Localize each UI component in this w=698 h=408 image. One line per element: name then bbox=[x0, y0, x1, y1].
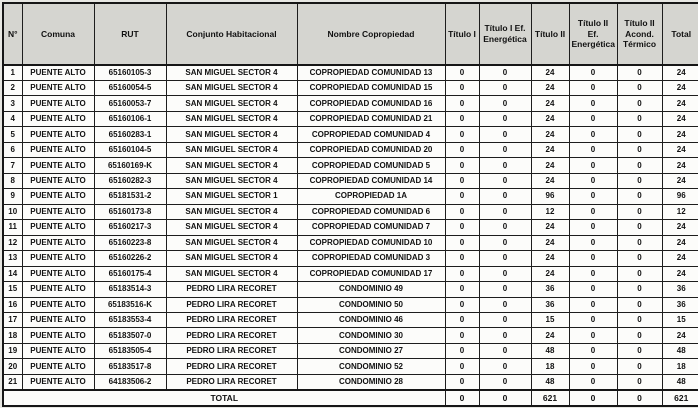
table-cell: 65160283-1 bbox=[94, 127, 166, 142]
total-general: 621 bbox=[662, 390, 698, 406]
table-cell: SAN MIGUEL SECTOR 4 bbox=[166, 235, 297, 250]
table-cell: 0 bbox=[569, 313, 617, 328]
table-cell: 0 bbox=[569, 127, 617, 142]
table-row bbox=[3, 359, 698, 374]
table-cell: COPROPIEDAD COMUNIDAD 5 bbox=[297, 158, 445, 173]
table-cell: 0 bbox=[617, 235, 662, 250]
table-cell: 36 bbox=[662, 282, 698, 297]
table-cell: SAN MIGUEL SECTOR 4 bbox=[166, 266, 297, 281]
table-cell: 0 bbox=[445, 158, 479, 173]
table-cell: PUENTE ALTO bbox=[22, 158, 94, 173]
table-cell: 13 bbox=[3, 251, 22, 266]
table-cell: PUENTE ALTO bbox=[22, 80, 94, 95]
table-cell: CONDOMINIO 28 bbox=[297, 374, 445, 390]
table-row bbox=[3, 343, 698, 358]
table-cell: 0 bbox=[569, 65, 617, 80]
table-cell: 24 bbox=[662, 65, 698, 80]
table-cell: 0 bbox=[479, 328, 531, 343]
table-row bbox=[3, 65, 698, 80]
table-cell: 6 bbox=[3, 142, 22, 157]
table-cell: 0 bbox=[445, 220, 479, 235]
table-cell: 0 bbox=[445, 266, 479, 281]
table-cell: 18 bbox=[531, 359, 569, 374]
table-row bbox=[3, 235, 698, 250]
table-cell: 18 bbox=[3, 328, 22, 343]
table-cell: SAN MIGUEL SECTOR 4 bbox=[166, 111, 297, 126]
table-cell: COPROPIEDAD COMUNIDAD 13 bbox=[297, 65, 445, 80]
table-cell: 0 bbox=[569, 359, 617, 374]
table-cell: PEDRO LIRA RECORET bbox=[166, 297, 297, 312]
table-cell: 0 bbox=[617, 127, 662, 142]
table-cell: SAN MIGUEL SECTOR 1 bbox=[166, 189, 297, 204]
table-row bbox=[3, 80, 698, 95]
table-cell: 65160053-7 bbox=[94, 96, 166, 111]
total-label: TOTAL bbox=[3, 390, 445, 406]
table-row bbox=[3, 220, 698, 235]
table-cell: 65183553-4 bbox=[94, 313, 166, 328]
table-cell: 24 bbox=[531, 220, 569, 235]
table-cell: 24 bbox=[662, 142, 698, 157]
table-cell: 0 bbox=[479, 235, 531, 250]
table-cell: 0 bbox=[617, 313, 662, 328]
table-cell: 21 bbox=[3, 374, 22, 390]
col-header-titulo-2-acond-termico: Título II Acond. Térmico bbox=[617, 3, 662, 65]
table-cell: 24 bbox=[662, 111, 698, 126]
table-cell: 0 bbox=[479, 96, 531, 111]
table-cell: 24 bbox=[531, 142, 569, 157]
table-cell: 48 bbox=[662, 343, 698, 358]
table-cell: COPROPIEDAD COMUNIDAD 10 bbox=[297, 235, 445, 250]
table-cell: 0 bbox=[445, 142, 479, 157]
table-cell: 24 bbox=[531, 158, 569, 173]
table-row bbox=[3, 313, 698, 328]
table-cell: 0 bbox=[617, 65, 662, 80]
table-cell: 24 bbox=[531, 96, 569, 111]
table-cell: 0 bbox=[617, 204, 662, 219]
table-cell: 15 bbox=[531, 313, 569, 328]
table-cell: 0 bbox=[445, 251, 479, 266]
table-cell: 96 bbox=[531, 189, 569, 204]
table-cell: PUENTE ALTO bbox=[22, 251, 94, 266]
table-cell: PUENTE ALTO bbox=[22, 127, 94, 142]
table-cell: 24 bbox=[531, 266, 569, 281]
table-cell: 0 bbox=[479, 127, 531, 142]
table-cell: 20 bbox=[3, 359, 22, 374]
table-cell: 0 bbox=[479, 158, 531, 173]
table-row bbox=[3, 204, 698, 219]
table-row bbox=[3, 127, 698, 142]
table-cell: 0 bbox=[617, 297, 662, 312]
table-cell: CONDOMINIO 49 bbox=[297, 282, 445, 297]
table-cell: 0 bbox=[569, 220, 617, 235]
table-cell: 24 bbox=[531, 173, 569, 188]
table-cell: 12 bbox=[662, 204, 698, 219]
table-cell: 0 bbox=[479, 189, 531, 204]
table-cell: 65183514-3 bbox=[94, 282, 166, 297]
table-row bbox=[3, 282, 698, 297]
table-cell: 96 bbox=[662, 189, 698, 204]
table-cell: 5 bbox=[3, 127, 22, 142]
table-row bbox=[3, 173, 698, 188]
table-cell: 19 bbox=[3, 343, 22, 358]
table-cell: 0 bbox=[479, 343, 531, 358]
table-cell: 0 bbox=[617, 359, 662, 374]
table-cell: PUENTE ALTO bbox=[22, 235, 94, 250]
table-cell: 24 bbox=[531, 111, 569, 126]
table-cell: SAN MIGUEL SECTOR 4 bbox=[166, 158, 297, 173]
table-cell: 0 bbox=[617, 173, 662, 188]
table-cell: 0 bbox=[617, 142, 662, 157]
table-row bbox=[3, 251, 698, 266]
table-cell: 65183516-K bbox=[94, 297, 166, 312]
table-cell: 0 bbox=[617, 251, 662, 266]
table-cell: 0 bbox=[479, 313, 531, 328]
table-cell: 0 bbox=[445, 173, 479, 188]
table-cell: PUENTE ALTO bbox=[22, 374, 94, 390]
col-header-titulo-1-ef-energetica: Título I Ef. Energética bbox=[479, 3, 531, 65]
table-row bbox=[3, 96, 698, 111]
table-cell: PUENTE ALTO bbox=[22, 282, 94, 297]
table-cell: 0 bbox=[569, 374, 617, 390]
table-cell: COPROPIEDAD COMUNIDAD 17 bbox=[297, 266, 445, 281]
table-cell: 0 bbox=[569, 158, 617, 173]
table-cell: 65181531-2 bbox=[94, 189, 166, 204]
table-cell: 0 bbox=[479, 80, 531, 95]
table-row bbox=[3, 142, 698, 157]
table-cell: PUENTE ALTO bbox=[22, 173, 94, 188]
table-cell: PUENTE ALTO bbox=[22, 189, 94, 204]
total-titulo-2-ef-energetica: 0 bbox=[569, 390, 617, 406]
header-row bbox=[3, 3, 698, 65]
table-cell: 0 bbox=[617, 80, 662, 95]
table-cell: 0 bbox=[479, 65, 531, 80]
table-cell: PUENTE ALTO bbox=[22, 343, 94, 358]
table-cell: 24 bbox=[662, 251, 698, 266]
table-cell: 24 bbox=[662, 235, 698, 250]
table-cell: 24 bbox=[662, 328, 698, 343]
table-cell: 48 bbox=[662, 374, 698, 390]
table-cell: PUENTE ALTO bbox=[22, 266, 94, 281]
table-cell: 9 bbox=[3, 189, 22, 204]
table-cell: 65160173-8 bbox=[94, 204, 166, 219]
table-cell: 65183517-8 bbox=[94, 359, 166, 374]
table-cell: 0 bbox=[617, 328, 662, 343]
table-cell: 0 bbox=[569, 251, 617, 266]
table-cell: 0 bbox=[569, 111, 617, 126]
col-header-rut: RUT bbox=[94, 3, 166, 65]
table-row bbox=[3, 374, 698, 390]
table-cell: 0 bbox=[445, 204, 479, 219]
table-cell: SAN MIGUEL SECTOR 4 bbox=[166, 142, 297, 157]
table-cell: 24 bbox=[662, 220, 698, 235]
table-cell: 0 bbox=[617, 96, 662, 111]
table-cell: 24 bbox=[662, 266, 698, 281]
table-footer bbox=[3, 390, 698, 406]
table-cell: 65160104-5 bbox=[94, 142, 166, 157]
table-cell: CONDOMINIO 50 bbox=[297, 297, 445, 312]
table-cell: 0 bbox=[569, 204, 617, 219]
table-cell: 36 bbox=[531, 282, 569, 297]
table-cell: SAN MIGUEL SECTOR 4 bbox=[166, 127, 297, 142]
table-cell: 0 bbox=[569, 343, 617, 358]
col-header-comuna: Comuna bbox=[22, 3, 94, 65]
total-titulo-2-acond-termico: 0 bbox=[617, 390, 662, 406]
table-cell: 0 bbox=[569, 266, 617, 281]
table-cell: 0 bbox=[479, 374, 531, 390]
table-cell: 0 bbox=[479, 142, 531, 157]
table-cell: 16 bbox=[3, 297, 22, 312]
table-cell: 0 bbox=[445, 111, 479, 126]
table-cell: 0 bbox=[445, 328, 479, 343]
table-header bbox=[3, 3, 698, 65]
table-cell: 0 bbox=[479, 173, 531, 188]
table-cell: SAN MIGUEL SECTOR 4 bbox=[166, 251, 297, 266]
table-cell: 2 bbox=[3, 80, 22, 95]
table-cell: COPROPIEDAD COMUNIDAD 7 bbox=[297, 220, 445, 235]
table-cell: 0 bbox=[569, 96, 617, 111]
col-header-conjunto-habitacional: Conjunto Habitacional bbox=[166, 3, 297, 65]
table-cell: 64183506-2 bbox=[94, 374, 166, 390]
table-row bbox=[3, 328, 698, 343]
table-cell: 0 bbox=[617, 220, 662, 235]
table-cell: PUENTE ALTO bbox=[22, 142, 94, 157]
table-cell: PUENTE ALTO bbox=[22, 96, 94, 111]
table-cell: CONDOMINIO 27 bbox=[297, 343, 445, 358]
table-cell: 0 bbox=[445, 343, 479, 358]
table-cell: 0 bbox=[445, 65, 479, 80]
table-cell: 0 bbox=[479, 220, 531, 235]
table-cell: 0 bbox=[617, 343, 662, 358]
table-cell: PUENTE ALTO bbox=[22, 111, 94, 126]
table-cell: PUENTE ALTO bbox=[22, 359, 94, 374]
table-cell: PEDRO LIRA RECORET bbox=[166, 328, 297, 343]
table-cell: 65160223-8 bbox=[94, 235, 166, 250]
table-cell: PEDRO LIRA RECORET bbox=[166, 343, 297, 358]
total-titulo-1-ef-energetica: 0 bbox=[479, 390, 531, 406]
table-row bbox=[3, 189, 698, 204]
table-cell: 17 bbox=[3, 313, 22, 328]
table-cell: 0 bbox=[617, 189, 662, 204]
table-cell: 0 bbox=[445, 127, 479, 142]
table-cell: PUENTE ALTO bbox=[22, 313, 94, 328]
table-cell: 0 bbox=[569, 328, 617, 343]
table-row bbox=[3, 297, 698, 312]
table-cell: 12 bbox=[3, 235, 22, 250]
table-cell: 65183505-4 bbox=[94, 343, 166, 358]
table-cell: 0 bbox=[445, 282, 479, 297]
table-cell: 24 bbox=[662, 80, 698, 95]
table-cell: 14 bbox=[3, 266, 22, 281]
table-cell: 65160217-3 bbox=[94, 220, 166, 235]
table-cell: 24 bbox=[662, 173, 698, 188]
table-cell: 7 bbox=[3, 158, 22, 173]
table-cell: 0 bbox=[569, 297, 617, 312]
table-cell: PEDRO LIRA RECORET bbox=[166, 313, 297, 328]
total-titulo-1: 0 bbox=[445, 390, 479, 406]
table-cell: 0 bbox=[479, 297, 531, 312]
table-cell: 0 bbox=[617, 111, 662, 126]
table-cell: SAN MIGUEL SECTOR 4 bbox=[166, 80, 297, 95]
table-cell: 0 bbox=[569, 282, 617, 297]
table-cell: 48 bbox=[531, 343, 569, 358]
table-cell: 24 bbox=[662, 127, 698, 142]
table-cell: 1 bbox=[3, 65, 22, 80]
table-cell: 48 bbox=[531, 374, 569, 390]
table-cell: COPROPIEDAD COMUNIDAD 14 bbox=[297, 173, 445, 188]
table-cell: 24 bbox=[662, 158, 698, 173]
total-titulo-2: 621 bbox=[531, 390, 569, 406]
table-cell: CONDOMINIO 30 bbox=[297, 328, 445, 343]
table-cell: 65160106-1 bbox=[94, 111, 166, 126]
table-cell: 0 bbox=[569, 142, 617, 157]
table-cell: 0 bbox=[445, 235, 479, 250]
table-cell: 15 bbox=[3, 282, 22, 297]
table-cell: 0 bbox=[479, 204, 531, 219]
table-cell: 0 bbox=[445, 313, 479, 328]
table-cell: COPROPIEDAD COMUNIDAD 6 bbox=[297, 204, 445, 219]
table-cell: PEDRO LIRA RECORET bbox=[166, 374, 297, 390]
table-cell: PEDRO LIRA RECORET bbox=[166, 282, 297, 297]
table-cell: 24 bbox=[531, 65, 569, 80]
table-cell: 0 bbox=[479, 111, 531, 126]
table-cell: 12 bbox=[531, 204, 569, 219]
table-cell: SAN MIGUEL SECTOR 4 bbox=[166, 173, 297, 188]
table-cell: 65160054-5 bbox=[94, 80, 166, 95]
table-cell: 0 bbox=[479, 282, 531, 297]
table-cell: 0 bbox=[479, 359, 531, 374]
table-cell: CONDOMINIO 52 bbox=[297, 359, 445, 374]
table-cell: 65160105-3 bbox=[94, 65, 166, 80]
table-cell: COPROPIEDAD COMUNIDAD 4 bbox=[297, 127, 445, 142]
table-row bbox=[3, 111, 698, 126]
col-header-nombre-copropiedad: Nombre Copropiedad bbox=[297, 3, 445, 65]
table-cell: 0 bbox=[569, 173, 617, 188]
table-cell: 0 bbox=[617, 158, 662, 173]
table-cell: 24 bbox=[531, 251, 569, 266]
table-cell: 24 bbox=[531, 235, 569, 250]
table-cell: SAN MIGUEL SECTOR 4 bbox=[166, 204, 297, 219]
table-cell: 0 bbox=[569, 189, 617, 204]
table-cell: 18 bbox=[662, 359, 698, 374]
table-cell: 4 bbox=[3, 111, 22, 126]
table-cell: PUENTE ALTO bbox=[22, 220, 94, 235]
table-cell: 0 bbox=[445, 297, 479, 312]
table-cell: 24 bbox=[531, 328, 569, 343]
table-cell: 0 bbox=[445, 374, 479, 390]
table-cell: PEDRO LIRA RECORET bbox=[166, 359, 297, 374]
table-cell: 0 bbox=[445, 189, 479, 204]
col-header-titulo-2-ef-energetica: Título II Ef. Energética bbox=[569, 3, 617, 65]
table-cell: CONDOMINIO 46 bbox=[297, 313, 445, 328]
table-cell: SAN MIGUEL SECTOR 4 bbox=[166, 96, 297, 111]
table-cell: 36 bbox=[662, 297, 698, 312]
table-cell: 65160226-2 bbox=[94, 251, 166, 266]
table-cell: COPROPIEDAD COMUNIDAD 3 bbox=[297, 251, 445, 266]
table-cell: SAN MIGUEL SECTOR 4 bbox=[166, 220, 297, 235]
table-cell: 0 bbox=[445, 96, 479, 111]
table-cell: 3 bbox=[3, 96, 22, 111]
table-row bbox=[3, 158, 698, 173]
table-cell: 8 bbox=[3, 173, 22, 188]
table-cell: 24 bbox=[531, 80, 569, 95]
table-cell: 0 bbox=[617, 266, 662, 281]
table-cell: 0 bbox=[445, 80, 479, 95]
table-cell: 11 bbox=[3, 220, 22, 235]
table-cell: 36 bbox=[531, 297, 569, 312]
table-row bbox=[3, 266, 698, 281]
table-cell: COPROPIEDAD 1A bbox=[297, 189, 445, 204]
table-cell: 0 bbox=[445, 359, 479, 374]
table-cell: PUENTE ALTO bbox=[22, 65, 94, 80]
table-cell: COPROPIEDAD COMUNIDAD 15 bbox=[297, 80, 445, 95]
table-cell: 0 bbox=[479, 251, 531, 266]
copropiedades-table bbox=[2, 2, 698, 407]
col-header-numero: N° bbox=[3, 3, 22, 65]
table-cell: 0 bbox=[569, 235, 617, 250]
table-cell: 15 bbox=[662, 313, 698, 328]
total-row bbox=[3, 390, 698, 406]
table-cell: 0 bbox=[479, 266, 531, 281]
col-header-titulo-2: Título II bbox=[531, 3, 569, 65]
table-cell: COPROPIEDAD COMUNIDAD 20 bbox=[297, 142, 445, 157]
table-cell: PUENTE ALTO bbox=[22, 297, 94, 312]
table-cell: COPROPIEDAD COMUNIDAD 21 bbox=[297, 111, 445, 126]
table-cell: 0 bbox=[569, 80, 617, 95]
table-cell: 65160282-3 bbox=[94, 173, 166, 188]
table-cell: 65183507-0 bbox=[94, 328, 166, 343]
table-cell: PUENTE ALTO bbox=[22, 328, 94, 343]
col-header-titulo-1: Título I bbox=[445, 3, 479, 65]
table-cell: 65160175-4 bbox=[94, 266, 166, 281]
table-cell: 65160169-K bbox=[94, 158, 166, 173]
col-header-total: Total bbox=[662, 3, 698, 65]
table-cell: 0 bbox=[617, 374, 662, 390]
table-cell: SAN MIGUEL SECTOR 4 bbox=[166, 65, 297, 80]
table-cell: 0 bbox=[617, 282, 662, 297]
table-cell: PUENTE ALTO bbox=[22, 204, 94, 219]
table-body bbox=[3, 65, 698, 390]
table-cell: 10 bbox=[3, 204, 22, 219]
table-cell: COPROPIEDAD COMUNIDAD 16 bbox=[297, 96, 445, 111]
table-cell: 24 bbox=[531, 127, 569, 142]
table-cell: 24 bbox=[662, 96, 698, 111]
